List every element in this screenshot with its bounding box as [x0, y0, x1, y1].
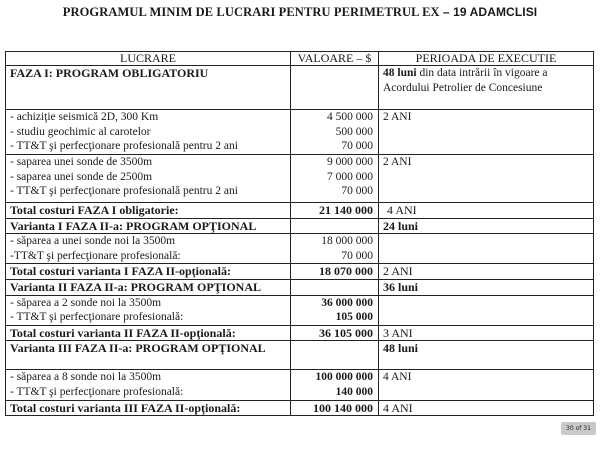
var1-title: Varianta I FAZA II-a: PROGRAM OPŢIONAL [6, 218, 291, 234]
var2-title: Varianta II FAZA II-a: PROGRAM OPŢIONAL [6, 279, 291, 295]
var3-period: 48 luni [379, 341, 594, 370]
var1-period: 24 luni [379, 218, 594, 234]
var1-title-row [6, 218, 594, 234]
list-item: - săparea a 8 sonde noi la 3500m [10, 371, 162, 384]
var3-total-row [6, 400, 594, 416]
var3-values [291, 370, 379, 400]
value-cell: 140 000 [335, 385, 373, 398]
page-indicator: 30 of 31 [561, 422, 596, 435]
faza1-group2-period: 2 ANI [379, 155, 594, 203]
faza1-group2-row [6, 155, 594, 203]
var1-items [6, 234, 291, 264]
faza1-group1-items [6, 110, 291, 155]
list-item: - achiziţie seismică 2D, 300 Km [10, 111, 159, 123]
var2-items [6, 295, 291, 325]
value-cell: 4 500 000 [327, 111, 373, 123]
var1-items-row [6, 234, 594, 264]
table-header [6, 52, 594, 66]
value-cell: 7 000 000 [327, 170, 373, 183]
var2-period: 36 luni [379, 279, 594, 295]
var2-values [291, 295, 379, 325]
faza1-period-rest: din data intrării în vigoare a Acordului Petrolier de Concesiune [383, 67, 548, 94]
value-cell: 100 000 000 [315, 371, 373, 384]
list-item: - săparea a 2 sonde noi la 3500m [10, 296, 162, 309]
var1-total-value: 18 070 000 [291, 264, 379, 280]
var1-total-label: Total costuri varianta I FAZA II-opţională: [6, 264, 291, 280]
value-cell: 9 000 000 [327, 156, 373, 168]
faza1-group1-values [291, 110, 379, 155]
faza1-period [379, 66, 594, 110]
list-item: - săparea a unei sonde noi la 3500m [10, 235, 176, 248]
var3-total-value: 100 140 000 [291, 400, 379, 416]
value-cell: 105 000 [335, 311, 373, 324]
var2-total-value: 36 105 000 [291, 325, 379, 341]
var1-items-period [379, 234, 594, 264]
var3-items [6, 370, 291, 400]
var1-values [291, 234, 379, 264]
value-cell: 500 000 [335, 125, 373, 138]
var2-title-row [6, 279, 594, 295]
title-tail: – 19 ADAMCLISI [442, 5, 538, 19]
list-item: - TT&T şi perfecţionare profesională: [10, 385, 184, 398]
list-item: - TT&T şi perfecţionare profesională pentru 2 ani [10, 185, 238, 198]
faza1-group1-period: 2 ANI [379, 110, 594, 155]
faza1-period-bold: 48 luni [383, 67, 417, 79]
faza1-total-period: 4 ANI [379, 203, 594, 219]
var3-title-value [291, 341, 379, 370]
value-cell: 70 000 [341, 249, 373, 262]
faza1-group2-items [6, 155, 291, 203]
var1-total-period: 2 ANI [379, 264, 594, 280]
faza1-total-value: 21 140 000 [291, 203, 379, 219]
title-main: PROGRAMUL MINIM DE LUCRARI PENTRU PERIMETRUL EX [62, 5, 443, 19]
header-lucrare: LUCRARE [6, 52, 291, 66]
faza1-title: FAZA I: PROGRAM OBLIGATORIU [6, 66, 291, 110]
faza1-value [291, 66, 379, 110]
var2-title-value [291, 279, 379, 295]
var1-title-value [291, 218, 379, 234]
var3-items-period: 4 ANI [379, 370, 594, 400]
var3-title: Varianta III FAZA II-a: PROGRAM OPŢIONAL [6, 341, 291, 370]
var2-total-label: Total costuri varianta II FAZA II-opţională: [6, 325, 291, 341]
var2-items-period [379, 295, 594, 325]
faza1-total-row [6, 203, 594, 219]
value-cell: 18 000 000 [321, 235, 373, 248]
var2-total-row [6, 325, 594, 341]
var3-total-label: Total costuri varianta III FAZA II-opţională: [6, 400, 291, 416]
faza1-row [6, 66, 594, 110]
value-cell: 36 000 000 [321, 296, 373, 309]
header-valoare: VALOARE – $ [291, 52, 379, 66]
list-item: - TT&T şi perfecţionare profesională pentru 2 ani [10, 140, 238, 153]
var2-total-period: 3 ANI [379, 325, 594, 341]
var3-items-row [6, 370, 594, 400]
faza1-group1-row [6, 110, 594, 155]
header-perioada: PERIOADA DE EXECUTIE [379, 52, 594, 66]
value-cell: 70 000 [341, 185, 373, 198]
work-program-table [5, 51, 594, 416]
var1-total-row [6, 264, 594, 280]
page-title [0, 5, 600, 20]
list-item: - saparea unei sonde de 2500m [10, 170, 153, 183]
list-item: - saparea unei sonde de 3500m [10, 156, 153, 168]
faza1-group2-values [291, 155, 379, 203]
list-item: - studiu geochimic al carotelor [10, 125, 151, 138]
faza1-total-label: Total costuri FAZA I obligatorie: [6, 203, 291, 219]
list-item: -TT&T şi perfecţionare profesională: [10, 249, 181, 262]
var3-total-period: 4 ANI [379, 400, 594, 416]
list-item: - TT&T şi perfecţionare profesională: [10, 311, 184, 324]
var2-items-row [6, 295, 594, 325]
var3-title-row [6, 341, 594, 370]
value-cell: 70 000 [341, 140, 373, 153]
